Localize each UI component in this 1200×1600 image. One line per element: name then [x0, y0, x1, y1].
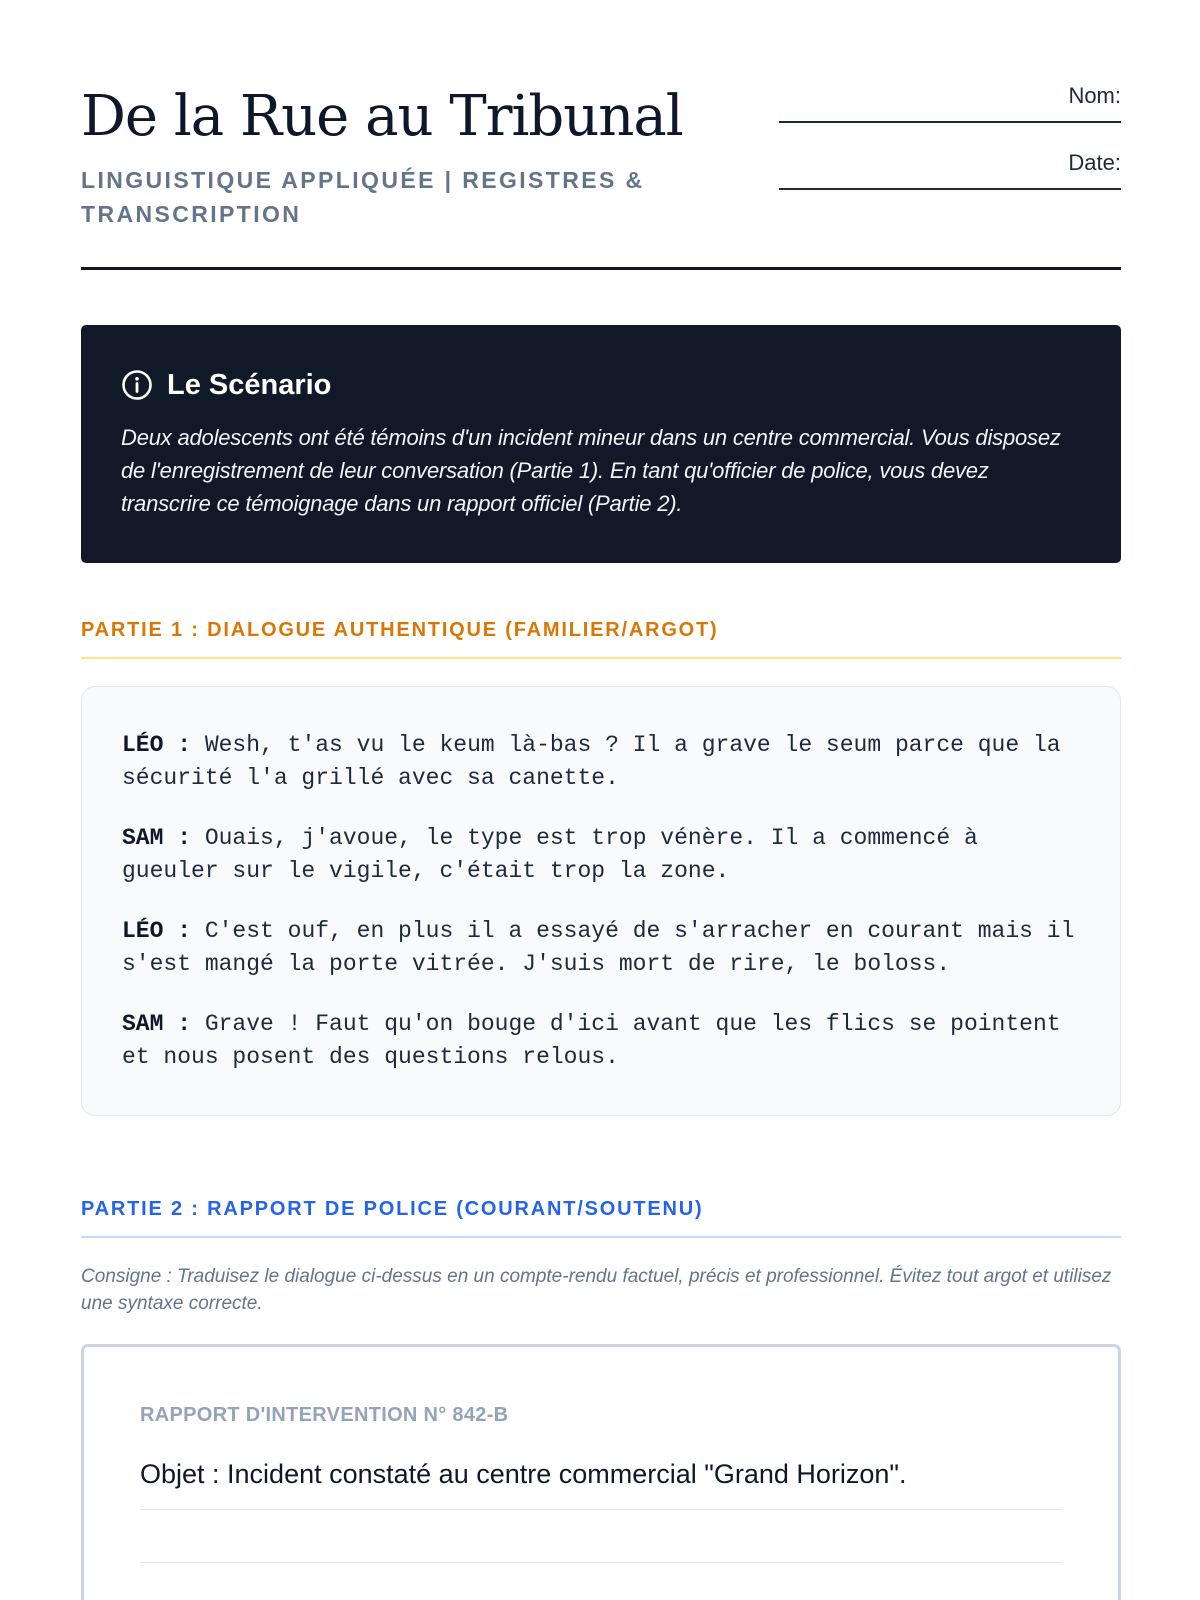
worksheet-header — [81, 78, 1121, 270]
dialogue-text: Wesh, t'as vu le keum là-bas ? Il a grave le seum parce que la sécurité l'a grillé avec sa canette. — [122, 732, 1061, 791]
report-writing-line[interactable] — [140, 1562, 1062, 1563]
dialogue-text: Ouais, j'avoue, le type est trop vénère. Il a commencé à gueuler sur le vigile, c'était trop la zone. — [122, 825, 978, 884]
date-blank-line[interactable] — [779, 188, 1121, 190]
speaker-name: SAM : — [122, 1011, 192, 1037]
instruction-text: Consigne : Traduisez le dialogue ci-dessus en un compte-rendu factuel, précis et professionnel. Évitez tout argot et utilisez une syntaxe correcte. — [81, 1266, 1112, 1314]
name-label: Nom: — [1068, 83, 1121, 108]
part1-heading: PARTIE 1 : DIALOGUE AUTHENTIQUE (FAMILIER/ARGOT) — [81, 617, 1121, 659]
student-info-fields — [779, 83, 1121, 217]
date-field[interactable] — [779, 150, 1121, 217]
report-number: RAPPORT D'INTERVENTION N° 842-B — [140, 1404, 509, 1426]
speaker-name: LÉO : — [122, 918, 192, 944]
scenario-heading — [121, 367, 1081, 403]
name-blank-line[interactable] — [779, 121, 1121, 123]
report-subject: Objet : Incident constaté au centre commercial "Grand Horizon". — [140, 1456, 1062, 1510]
page-subtitle: LINGUISTIQUE APPLIQUÉE | REGISTRES & TRANSCRIPTION — [81, 167, 645, 227]
dialogue-line — [122, 1008, 1080, 1074]
part2-heading: PARTIE 2 : RAPPORT DE POLICE (COURANT/SOUTENU) — [81, 1196, 1121, 1238]
dialogue-line — [122, 915, 1080, 981]
dialogue-text: Grave ! Faut qu'on bouge d'ici avant que les flics se pointent et nous posent des questions relous. — [122, 1011, 1061, 1070]
scenario-title: Le Scénario — [167, 369, 332, 401]
dialogue-line — [122, 729, 1080, 795]
scenario-text: Deux adolescents ont été témoins d'un incident mineur dans un centre commercial. Vous disposez de l'enregistrement de leur conversation (Partie 1). En tant qu'officier de police, vous devez transcrire ce témoignage dans un rapport officiel (Partie 2). — [121, 425, 1061, 516]
speaker-name: SAM : — [122, 825, 192, 851]
page-title: De la Rue au Tribunal — [81, 84, 683, 149]
dialogue-text: C'est ouf, en plus il a essayé de s'arracher en courant mais il s'est mangé la porte vitrée. J'suis mort de rire, le boloss. — [122, 918, 1075, 977]
title-block — [81, 78, 701, 231]
dialogue-box — [81, 686, 1121, 1116]
info-icon — [121, 369, 153, 401]
dialogue-line — [122, 822, 1080, 888]
speaker-name: LÉO : — [122, 732, 192, 758]
date-label: Date: — [1068, 150, 1121, 175]
name-field[interactable] — [779, 83, 1121, 150]
police-report-form — [81, 1344, 1121, 1600]
scenario-box — [81, 325, 1121, 563]
header-divider — [81, 267, 1121, 270]
